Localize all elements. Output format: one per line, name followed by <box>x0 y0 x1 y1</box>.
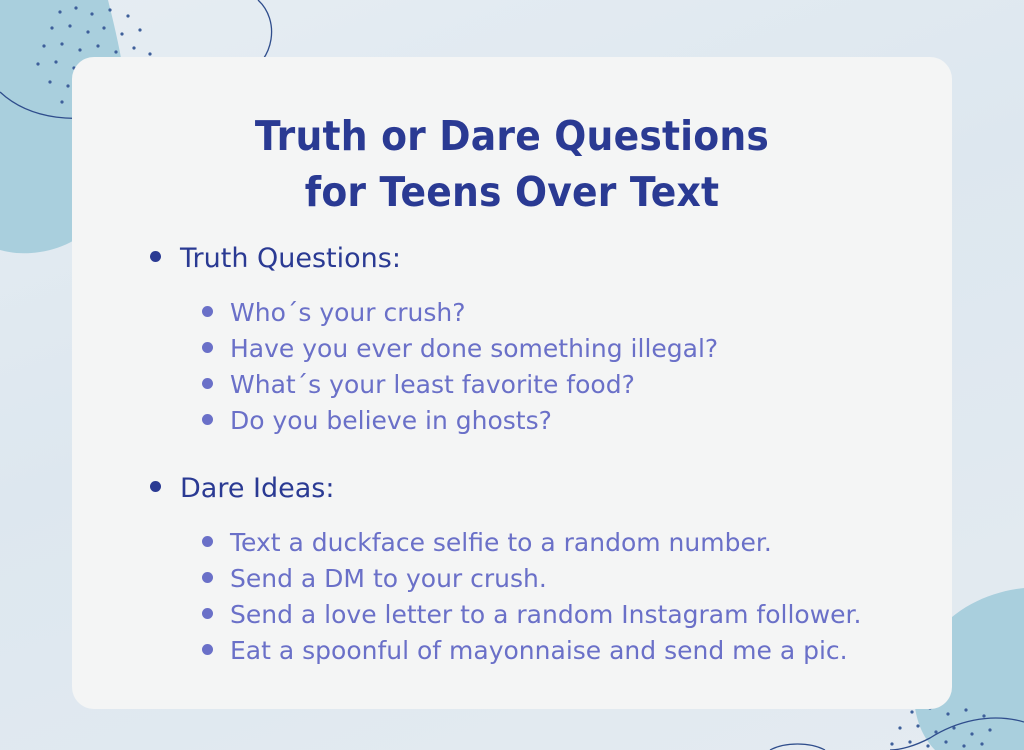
truth-item-2: Have you ever done something illegal? <box>230 334 719 363</box>
bullet-icon <box>202 572 213 583</box>
dare-item-4: Eat a spoonful of mayonnaise and send me a pic. <box>230 636 848 665</box>
dare-item-2: Send a DM to your crush. <box>230 564 547 593</box>
truth-questions-list <box>202 295 718 439</box>
list-item <box>202 295 718 331</box>
list-item <box>202 367 718 403</box>
dare-item-1: Text a duckface selfie to a random number. <box>230 528 772 557</box>
bullet-icon <box>150 481 161 492</box>
bottom-curve-line <box>770 744 825 750</box>
title-line-2: for Teens Over Text <box>304 168 720 216</box>
dare-ideas-list <box>202 525 861 669</box>
list-item <box>202 525 861 561</box>
list-item <box>202 597 861 633</box>
bullet-icon <box>202 306 213 317</box>
bullet-icon <box>150 251 161 262</box>
title-line-1: Truth or Dare Questions <box>254 112 770 160</box>
truth-item-3: What´s your least favorite food? <box>230 370 635 399</box>
bullet-icon <box>202 378 213 389</box>
bullet-icon <box>202 342 213 353</box>
list-item <box>202 633 861 669</box>
dare-section-heading <box>150 472 334 506</box>
bullet-icon <box>202 644 213 655</box>
bullet-icon <box>202 608 213 619</box>
bullet-icon <box>202 536 213 547</box>
page-title <box>41 108 983 220</box>
truth-item-4: Do you believe in ghosts? <box>230 406 552 435</box>
truth-item-1: Who´s your crush? <box>230 298 466 327</box>
list-item <box>202 403 718 439</box>
list-item <box>202 561 861 597</box>
dare-heading-label: Dare Ideas: <box>180 473 335 504</box>
truth-section-heading <box>150 242 401 276</box>
dare-item-3: Send a love letter to a random Instagram follower. <box>230 600 862 629</box>
list-item <box>202 331 718 367</box>
bullet-icon <box>202 414 213 425</box>
truth-heading-label: Truth Questions: <box>180 243 401 274</box>
